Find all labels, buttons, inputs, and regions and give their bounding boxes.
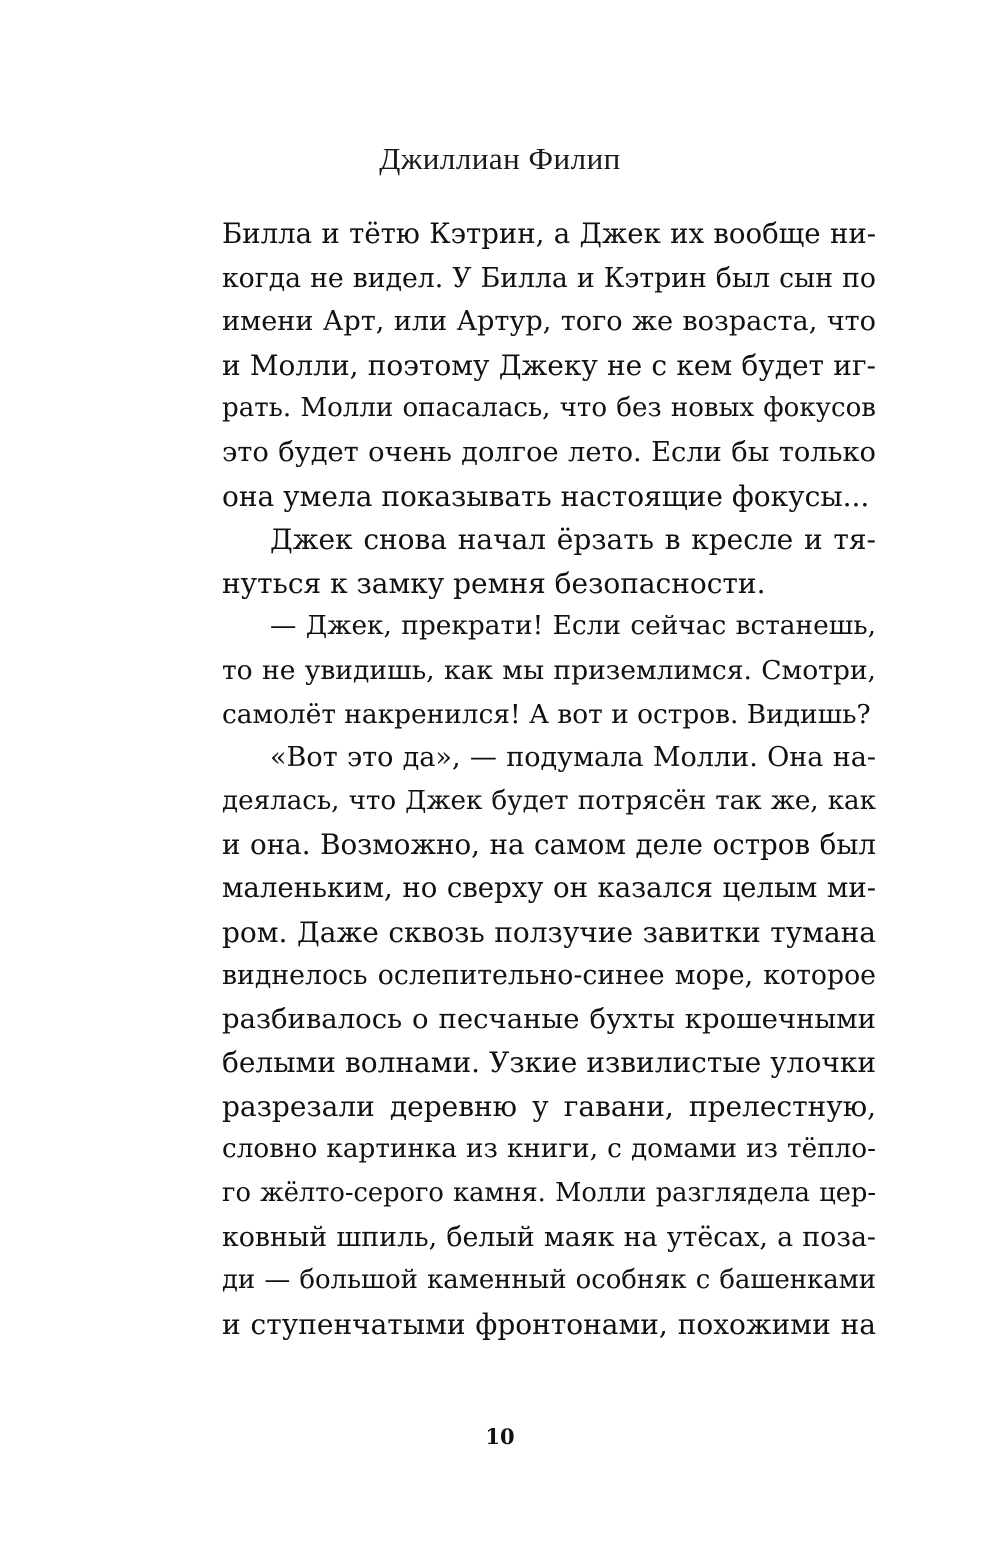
text-line: «Вот это да», — подумала Молли. Она на- [270, 742, 876, 774]
text-line: и она. Возможно, на самом деле остров был [222, 828, 876, 862]
text-line: го жёлто-серого камня. Молли разглядела цер- [222, 1178, 876, 1209]
text-line: то не увидишь, как мы приземлимся. Смотри, [222, 654, 876, 686]
text-line: и ступенчатыми фронтонами, похожими на [222, 1307, 876, 1341]
text-line: — Джек, прекрати! Если сейчас встанешь, [270, 611, 876, 642]
text-line: белыми волнами. Узкие извилистые улочки [222, 1046, 876, 1080]
running-head-author: Джиллиан Филип [379, 141, 621, 176]
text-line: разрезали деревню у гавани, прелестную, [222, 1089, 876, 1123]
text-line: когда не видел. У Билла и Кэтрин был сын по [222, 262, 876, 294]
text-line: разбивалось о песчаные бухты крошечными [222, 1002, 876, 1035]
text-line: словно картинка из книги, с домами из тёпло- [222, 1134, 876, 1165]
text-line: ром. Даже сквозь ползучие завитки тумана [222, 915, 876, 949]
page-number: 10 [485, 1424, 515, 1449]
text-line: деялась, что Джек будет потрясён так же, как [222, 785, 876, 816]
text-line: ковный шпиль, белый маяк на утёсах, а поза- [222, 1221, 876, 1253]
text-line: Билла и тётю Кэтрин, а Джек их вообще ни- [222, 218, 876, 250]
text-line: это будет очень долгое лето. Если бы только [222, 436, 876, 468]
text-line: она умела показывать настоящие фокусы... [222, 479, 870, 513]
text-line: имени Арт, или Артур, того же возраста, что [222, 306, 876, 338]
text-line: виднелось ослепительно-синее море, которое [222, 960, 876, 992]
text-line: маленьким, но сверху он казался целым ми- [222, 871, 876, 904]
text-line: нуться к замку ремня безопасности. [222, 566, 766, 600]
text-line: ди — большой каменный особняк с башенками [222, 1265, 876, 1296]
text-line: самолёт накренился! А вот и остров. Видишь? [222, 698, 871, 730]
text-line: рать. Молли опасалась, что без новых фокусов [222, 393, 876, 424]
text-line: и Молли, поэтому Джеку не с кем будет иг- [222, 348, 876, 382]
body-text [222, 213, 876, 1346]
text-line: Джек снова начал ёрзать в кресле и тя- [270, 523, 876, 557]
